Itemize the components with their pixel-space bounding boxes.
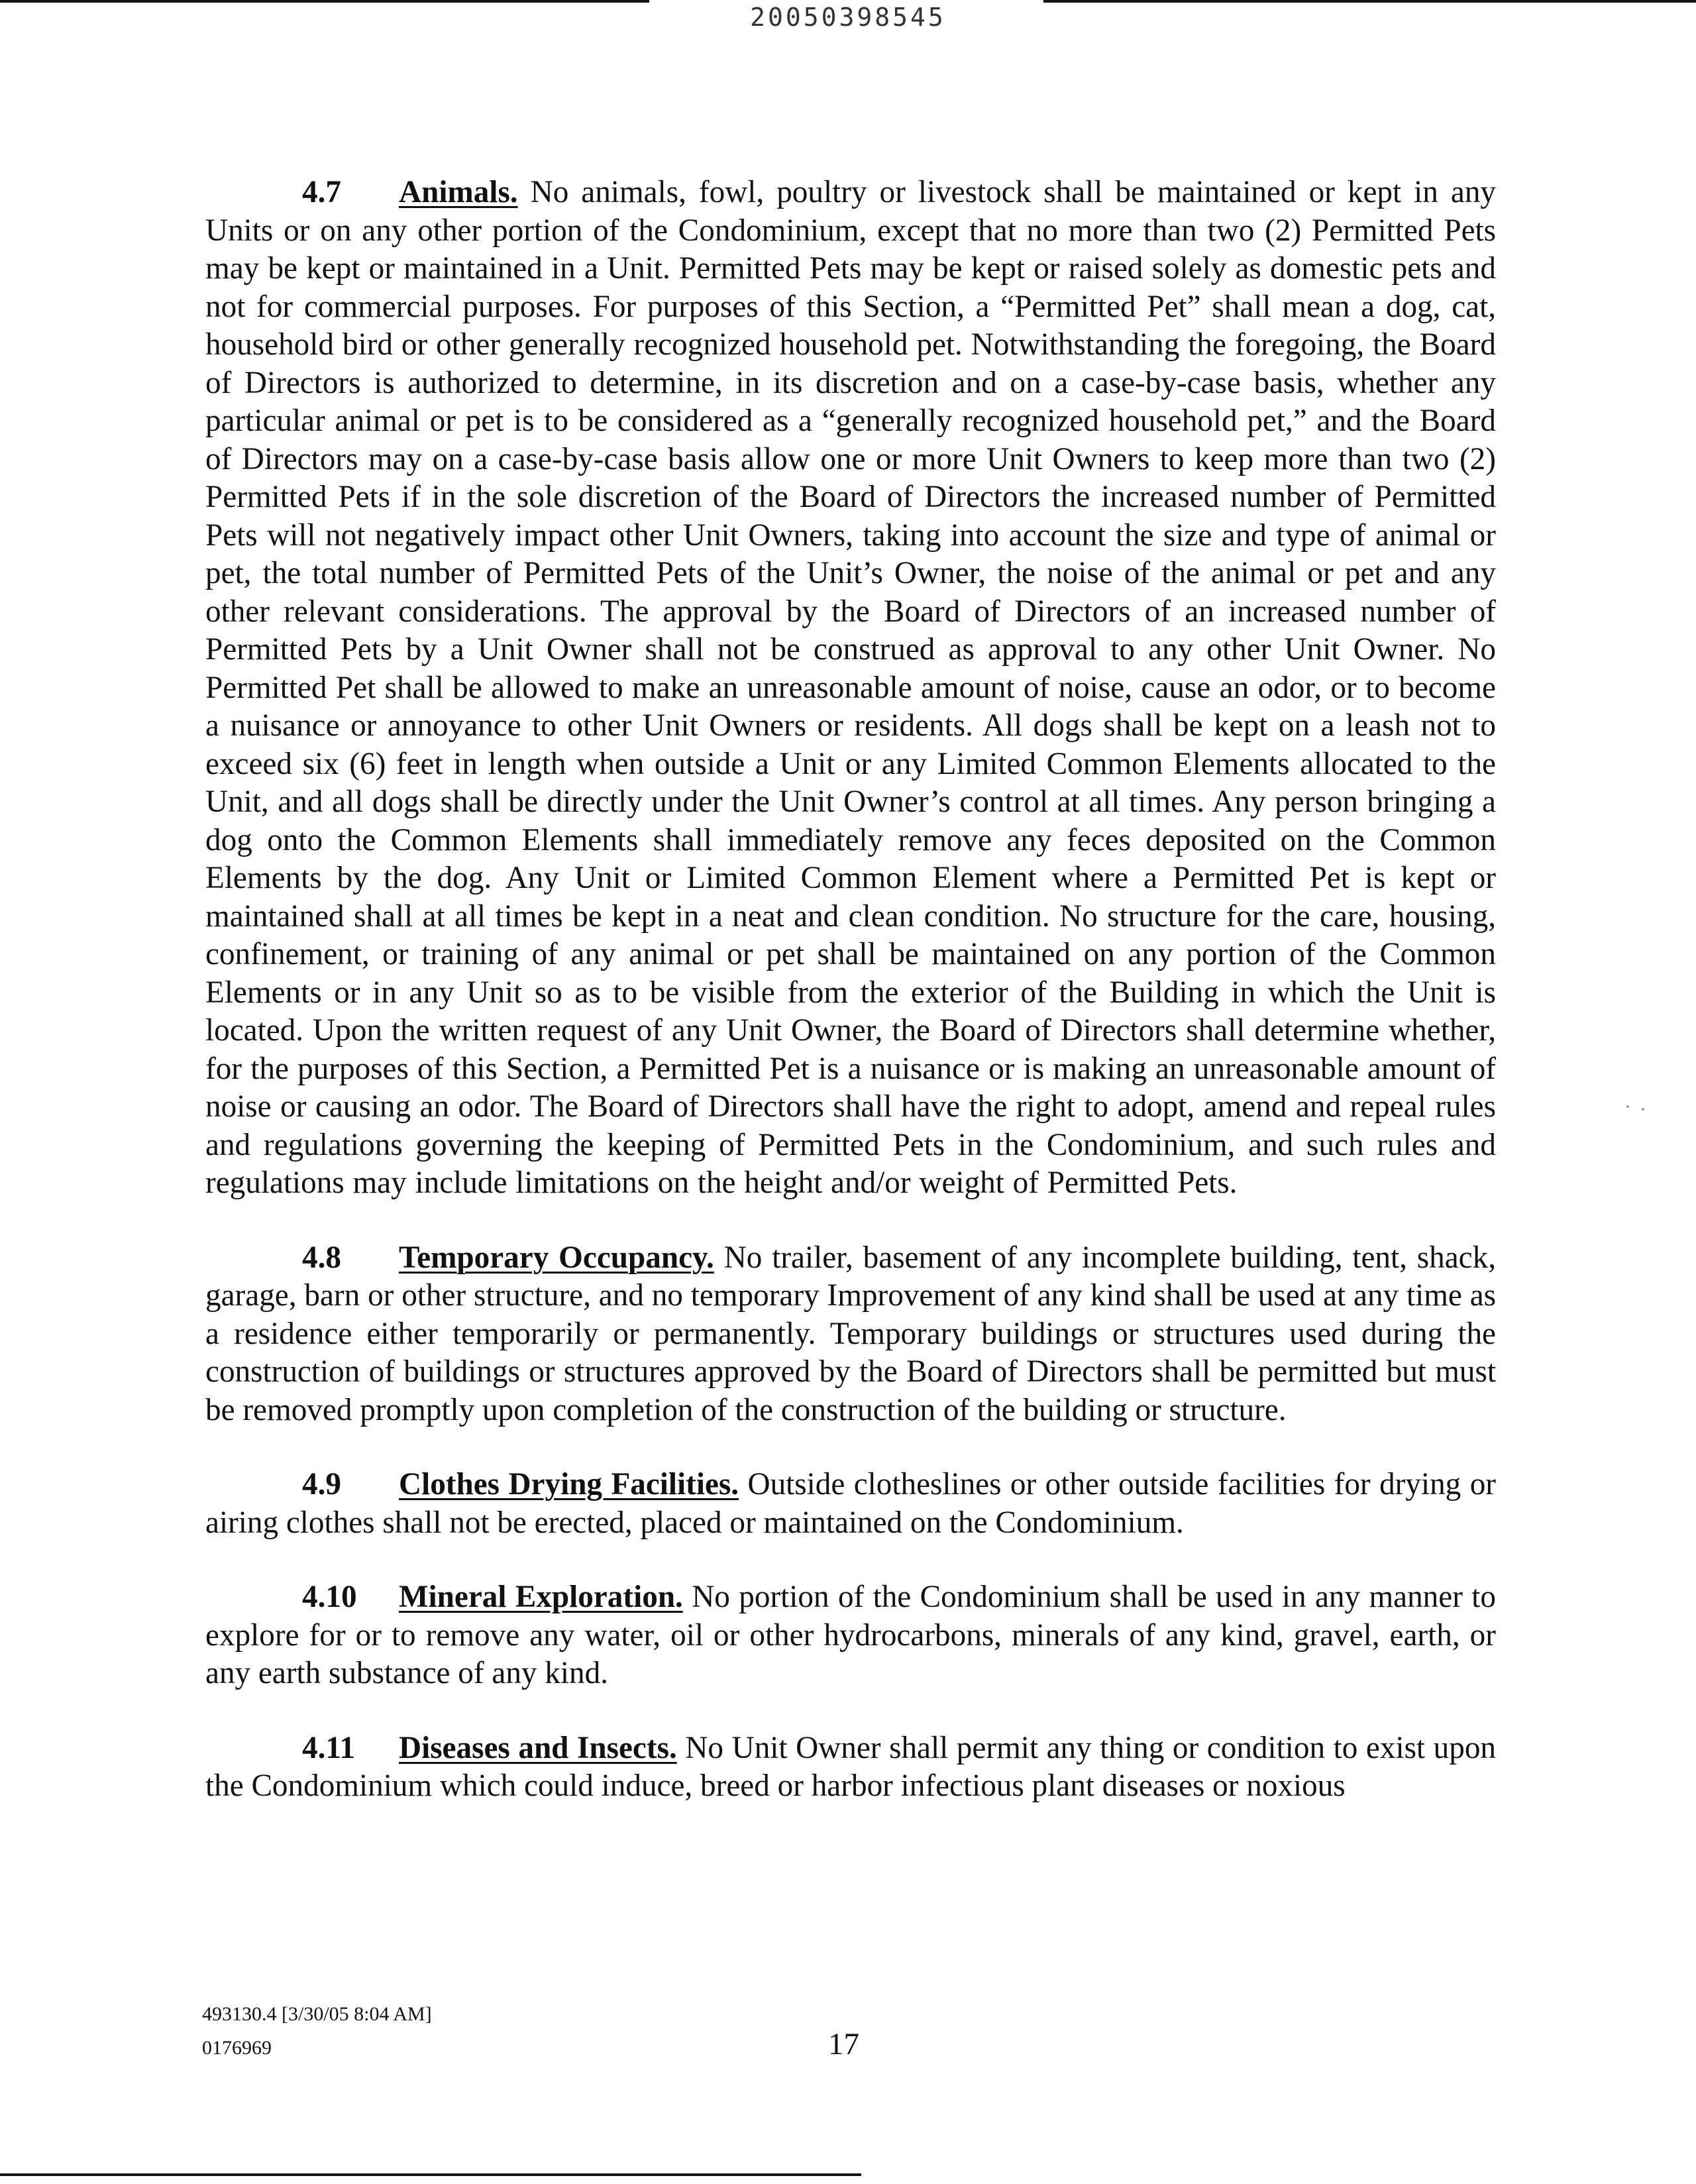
section-4-9 (205, 1466, 1496, 1542)
section-4-8 (205, 1239, 1496, 1430)
section-number: 4.7 (302, 175, 341, 209)
section-text: No Unit Owner shall permit any thing or condition to exist upon the Condominium which could induce, breed or harbor infectious plant diseases or noxious (205, 1730, 1497, 1803)
footer-client-number: 0176969 (202, 2037, 272, 2059)
section-title: Temporary Occupancy. (399, 1240, 714, 1275)
section-4-10 (205, 1578, 1496, 1693)
section-title: Clothes Drying Facilities. (399, 1467, 739, 1502)
section-text: No animals, fowl, poultry or livestock shall be maintained or kept in any Units or on any other portion of the Condominium, except that no more than two (2) Permitted Pets may be kept or maintained in a Unit. Permitted Pets may be kept or raised solely as domestic pets and not for commercial purposes. For purposes of this Section, a “Permitted Pet” shall mean a dog, cat, household bird or other generally recognized household pet. Notwithstanding the foregoing, the Board of Directors is authorized to determine, in its discretion and on a case-by-case basis, whether any particular animal or pet is to be considered as a “generally recognized household pet,” and the Board of Directors may on a case-by-case basis allow one or more Unit Owners to keep more than two (2) Permitted Pets if in the sole discretion of the Board of Directors the increased number of Permitted Pets will not negatively impact other Unit Owners, taking into account the size and type of animal or pet, the total number of Permitted Pets of the Unit’s Owner, the noise of the animal or pet and any other relevant considerations. The approval by the Board of Directors of an increased number of Permitted Pets by a Unit Owner shall not be construed as approval to any other Unit Owner. No Permitted Pet shall be allowed to make an unreasonable amount of noise, cause an odor, or to become a nuisance or annoyance to other Unit Owners or residents. All dogs shall be kept on a leash not to exceed six (6) feet in length when outside a Unit or any Limited Common Elements allocated to the Unit, and all dogs shall be directly under the Unit Owner’s control at all times. Any person bringing a dog onto the Common Elements shall immediately remove any feces deposited on the Common Elements by the dog. Any Unit or Limited Common Element where a Permitted Pet is kept or maintained shall at all times be kept in a neat and clean condition. No structure for the care, housing, confinement, or training of any animal or pet shall be maintained on any portion of the Common Elements or in any Unit so as to be visible from the exterior of the Building in which the Unit is located. Upon the written request of any Unit Owner, the Board of Directors shall determine whether, for the purposes of this Section, a Permitted Pet is a nuisance or is making an unreasonable amount of noise or causing an odor. The Board of Directors shall have the right to adopt, amend and repeal rules and regulations governing the keeping of Permitted Pets in the Condominium, and such rules and regulations may include limitations on the height and/or weight of Permitted Pets. (205, 175, 1497, 1200)
scan-speck (1626, 1105, 1629, 1108)
section-title: Animals. (399, 175, 518, 209)
section-4-11 (205, 1729, 1496, 1806)
section-title: Diseases and Insects. (399, 1730, 677, 1765)
section-number: 4.8 (302, 1240, 341, 1275)
document-number: 20050398545 (750, 3, 946, 32)
section-number: 4.10 (302, 1580, 357, 1614)
bottom-border (0, 2173, 861, 2176)
section-number: 4.9 (302, 1467, 341, 1502)
page-number: 17 (828, 2027, 859, 2061)
section-title: Mineral Exploration. (399, 1580, 683, 1614)
scan-speck (1642, 1108, 1644, 1111)
section-text: No portion of the Condominium shall be used in any manner to explore for or to remove any water, oil or other hydrocarbons, minerals of any kind, gravel, earth, or any earth substance of any kind. (205, 1580, 1497, 1690)
section-4-7 (205, 174, 1496, 1203)
page-body (205, 174, 1496, 1806)
section-text: No trailer, basement of any incomplete building, tent, shack, garage, barn or other structure, and no temporary Improvement of any kind shall be used at any time as a residence either temporarily or permanently. Temporary buildings or structures used during the construction of buildings or structures approved by the Board of Directors shall be permitted but must be removed promptly upon completion of the construction of the building or structure. (205, 1240, 1497, 1427)
footer-doc-ref: 493130.4 [3/30/05 8:04 AM] (202, 2003, 432, 2025)
section-text: Outside clotheslines or other outside facilities for drying or airing clothes shall not be erected, placed or maintained on the Condominium. (205, 1467, 1496, 1540)
section-number: 4.11 (302, 1730, 355, 1765)
